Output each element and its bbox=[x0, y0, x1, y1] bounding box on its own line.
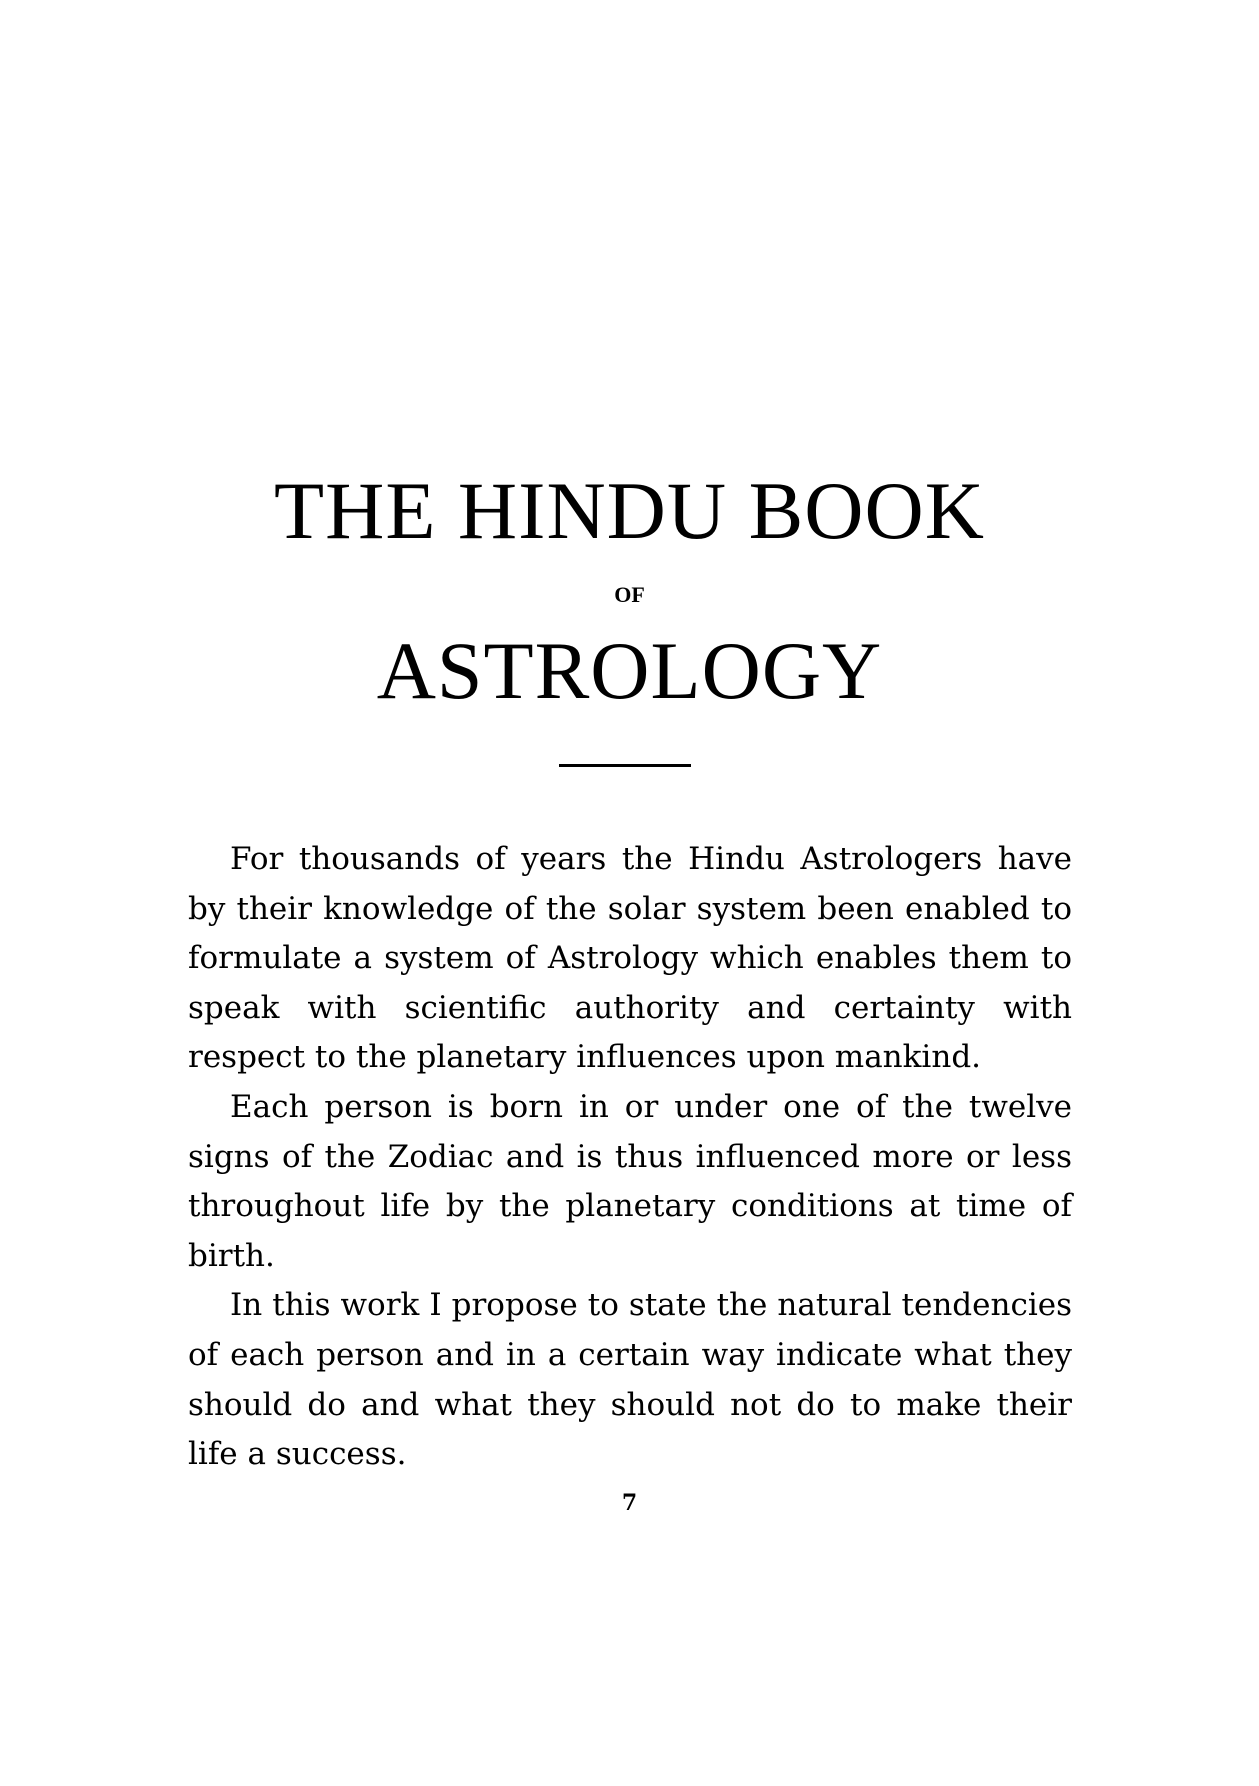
title-divider bbox=[559, 764, 691, 767]
paragraph-3: In this work I propose to state the natural tendencies of each person and in a certain way indicate what they should do and what they should not do to make their life a success. bbox=[188, 1287, 1072, 1473]
page-number: 7 bbox=[621, 1490, 638, 1516]
body-text bbox=[188, 835, 1072, 1480]
paragraph-1: For thousands of years the Hindu Astrologers have by their knowledge of the solar system been enabled to formulate a system of Astrology which enables them to speak with scientific authority and certainty with respect to the planetary influences upon mankind. bbox=[188, 841, 1072, 1076]
book-title: THE HINDU BOOK bbox=[274, 465, 985, 556]
book-title-connector: OF bbox=[614, 582, 645, 607]
paragraph-2: Each person is born in or under one of the twelve signs of the Zodiac and is thus influenced more or less throughout life by the planetary conditions at time of birth. bbox=[188, 1088, 1072, 1274]
book-subtitle: ASTROLOGY bbox=[376, 625, 883, 716]
